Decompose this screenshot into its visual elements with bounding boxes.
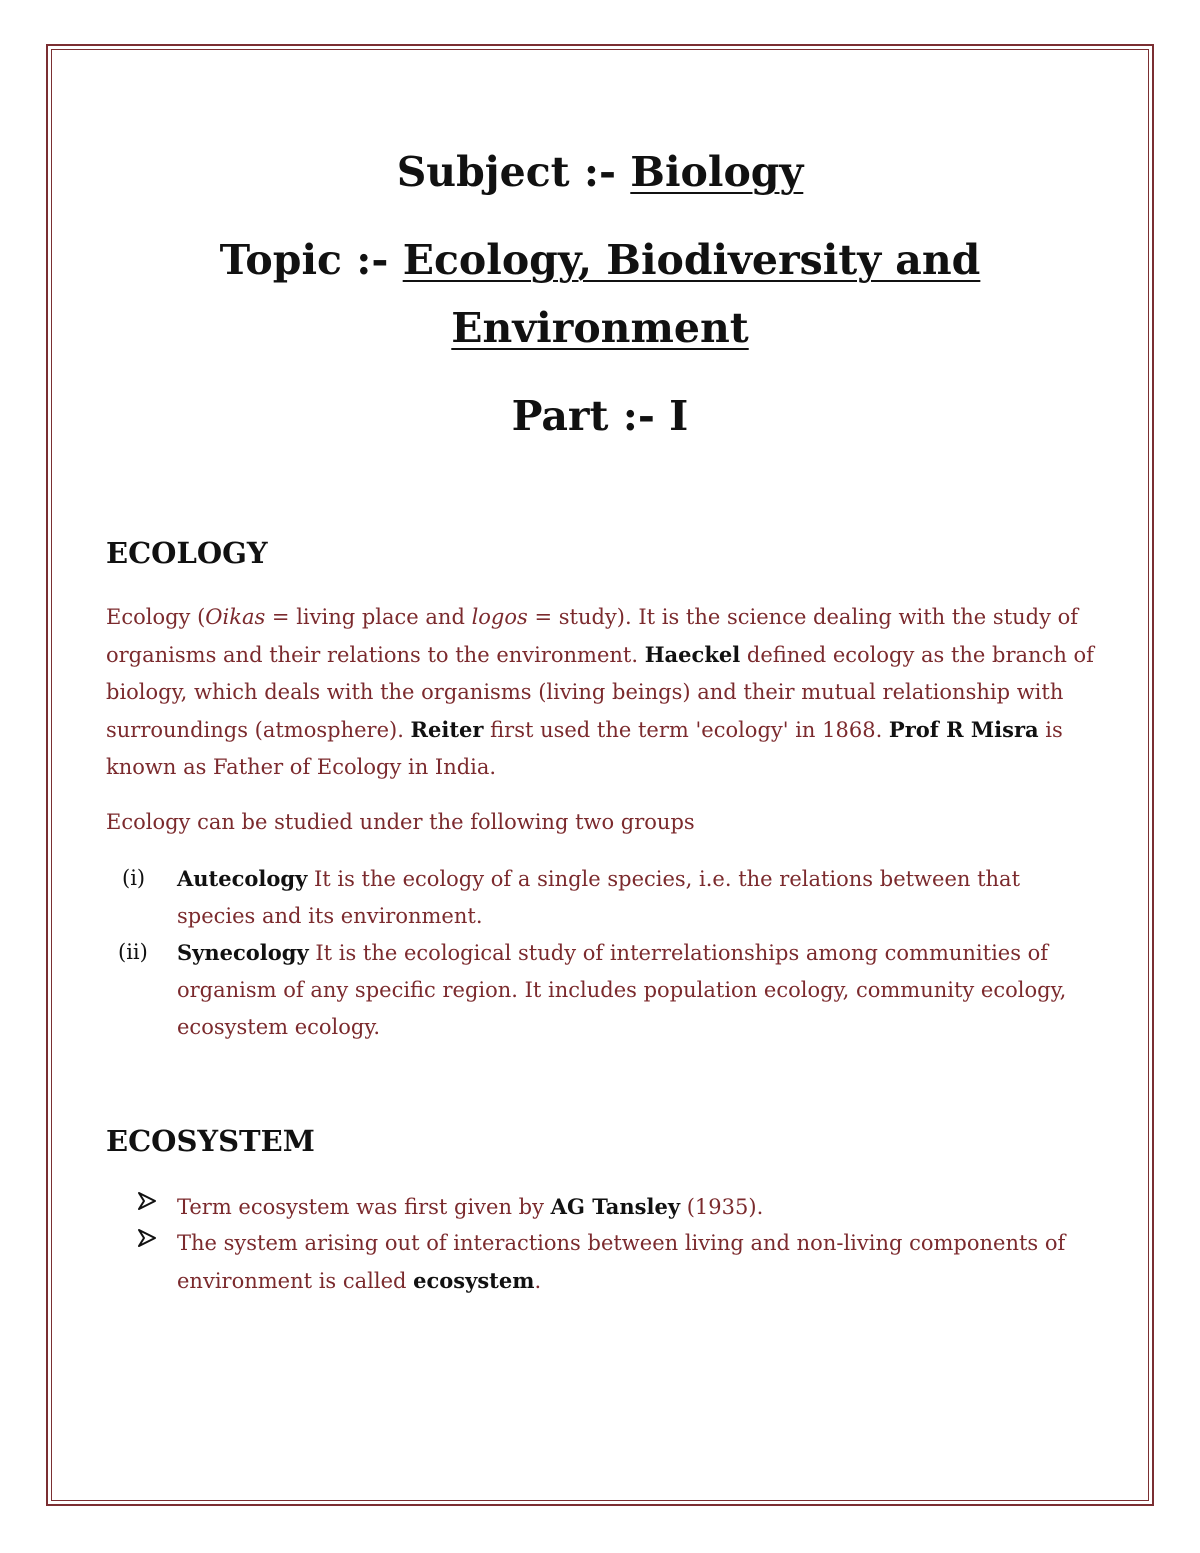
list-marker: (ii) (118, 940, 148, 964)
name-misra: Prof R Misra (888, 717, 1039, 742)
arrow-bullet-icon (136, 1190, 158, 1212)
topic-value-line2: Environment (451, 304, 749, 352)
bullet-content (177, 1225, 1096, 1300)
bullet-content (177, 1188, 1096, 1226)
subject-label: Subject :- (396, 148, 631, 196)
text-run: Term ecosystem was first given by (177, 1195, 551, 1219)
text-run: The system arising out of interactions between living and non-living components of environment is called (177, 1231, 1066, 1293)
bullet-item (106, 1188, 1096, 1226)
list-item-content (177, 934, 1096, 1046)
subject-value: Biology (630, 148, 804, 196)
text-run: is known as Father of Ecology in India. (106, 718, 1063, 779)
term-synecology: Synecology (177, 940, 309, 965)
ecology-groups-intro: Ecology can be studied under the following two groups (106, 810, 695, 834)
ecology-heading: ECOLOGY (106, 536, 268, 570)
text-run: . (534, 1269, 542, 1293)
term-logos: logos (471, 605, 528, 629)
name-haeckel: Haeckel (644, 642, 741, 667)
ecology-paragraph (106, 599, 1096, 786)
list-item (106, 860, 1096, 935)
list-item-content (177, 860, 1096, 935)
text-run: = study). It is the science dealing with the study of organisms and their relations to the environment. (106, 605, 1079, 667)
topic-title-line2 (0, 304, 1200, 352)
term-oikas: Oikas (205, 605, 266, 629)
subject-title (0, 148, 1200, 196)
topic-value-line1: Ecology, Biodiversity and (402, 236, 981, 284)
topic-title (0, 236, 1200, 284)
text-run: (1935). (680, 1195, 764, 1219)
text-run: Ecology ( (106, 605, 206, 629)
bullet-item (106, 1225, 1096, 1300)
text-run: = living place and (265, 605, 472, 629)
part-title: Part :- I (511, 392, 689, 440)
ecosystem-heading: ECOSYSTEM (106, 1124, 315, 1158)
topic-label: Topic :- (219, 236, 403, 284)
text-run: It is the ecological study of interrelationships among communities of organism of any specific region. It includes population ecology, community ecology, ecosystem ecology. (177, 941, 1067, 1039)
term-autecology: Autecology (177, 866, 308, 891)
text-run: It is the ecology of a single species, i.e. the relations between that species and its environment. (177, 867, 1021, 928)
list-marker: (i) (122, 866, 146, 890)
list-item (106, 934, 1096, 1046)
name-ag-tansley: AG Tansley (550, 1194, 681, 1219)
text-run: first used the term 'ecology' in 1868. (483, 718, 889, 742)
term-ecosystem: ecosystem (413, 1268, 535, 1293)
text-run: defined ecology as the branch of biology, which deals with the organisms (living beings) and their mutual relationship with surroundings (atmosphere). (106, 643, 1094, 742)
name-reiter: Reiter (410, 717, 484, 742)
arrow-bullet-icon (136, 1227, 158, 1249)
